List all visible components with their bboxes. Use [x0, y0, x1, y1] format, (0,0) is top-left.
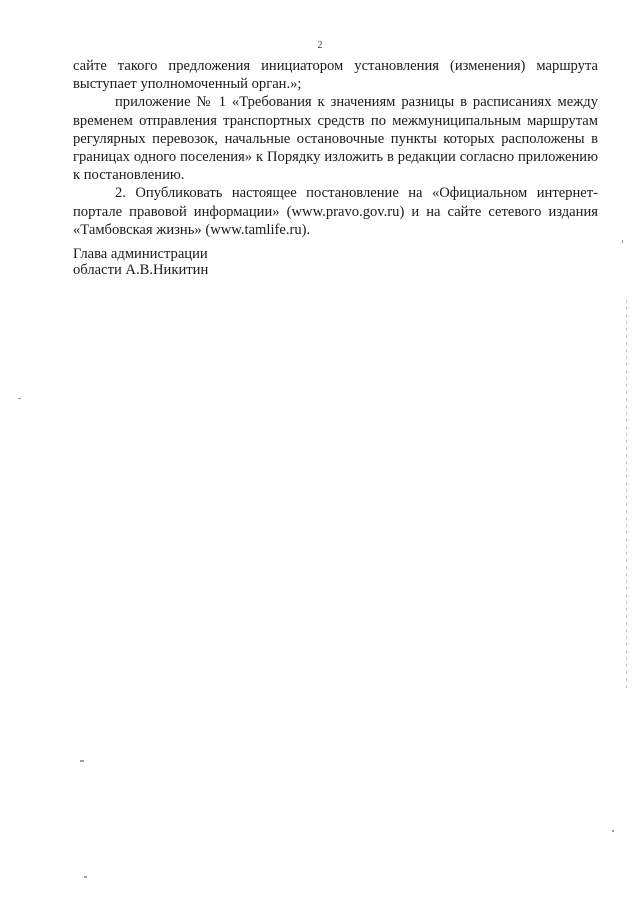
scan-speck — [612, 830, 614, 832]
document-body — [73, 57, 598, 239]
paragraph-3: 2. Опубликовать настоящее постановление на «Официальном интернет-портале правовой информации» (www.pravo.gov.ru) и на сайте сетевого издания «Тамбовская жизнь» (www.tamlife.ru). — [73, 185, 598, 238]
scan-speck — [622, 240, 623, 243]
page-number: 2 — [317, 40, 323, 51]
scan-speck — [18, 398, 21, 399]
scan-edge-artifact — [626, 300, 627, 690]
signature-title: Глава администрации — [73, 246, 208, 262]
signature-name: области А.В.Никитин — [73, 261, 209, 278]
signature-block — [73, 247, 208, 278]
paragraph-2: приложение № 1 «Требования к значениям разницы в расписаниях между временем отправления транспортных средств по межмуниципальным маршрутам регулярных перевозок, начальные остановочные пункты которых расположены в границах одного поселения» к Порядку изложить в редакции согласно приложению к постановлению. — [73, 94, 598, 184]
paragraph-1: сайте такого предложения инициатором установления (изменения) маршрута выступает уполномоченный орган.»; — [73, 58, 598, 93]
scan-speck — [84, 876, 87, 878]
scan-speck — [80, 760, 84, 762]
